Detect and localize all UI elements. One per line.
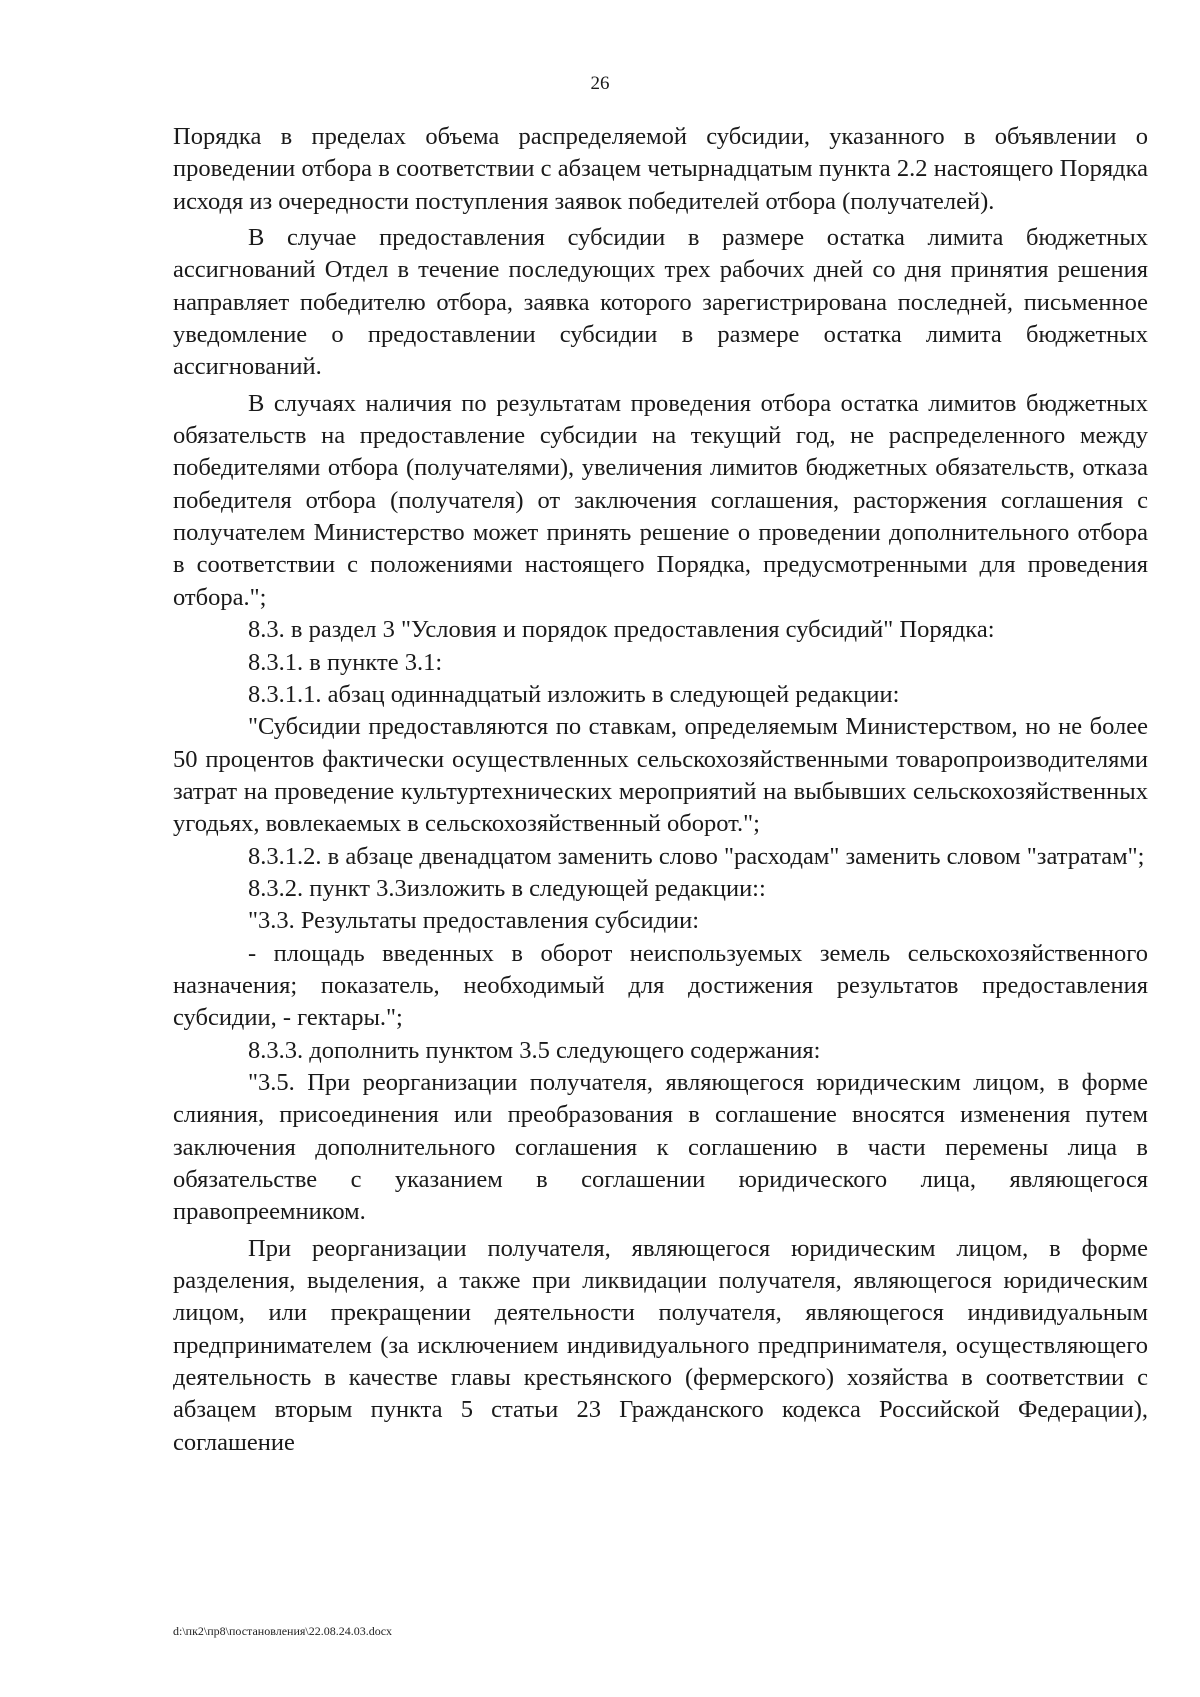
paragraph: 8.3.1.2. в абзаце двенадцатом заменить слово "расходам" заменить словом "затратам"; xyxy=(248,842,1145,870)
paragraph: В случае предоставления субсидии в размере остатка лимита бюджетных ассигнований Отдел в течение последующих трех рабочих дней со дня принятия решения направляет победителю отбора, заявка которого зарегистрирована последней, письменное уведомление о предоставлении субсидии в размере остатка лимита бюджетных ассигнований. xyxy=(173,224,1148,381)
paragraph: Порядка в пределах объема распределяемой субсидии, указанного в объявлении о проведении отбора в соответствии с абзацем четырнадцатым пункта 2.2 настоящего Порядка исходя из очередности поступления заявок победителей отбора (получателей). xyxy=(173,123,1148,215)
paragraph: 8.3.1.1. абзац одиннадцатый изложить в следующей редакции: xyxy=(248,680,900,708)
paragraph: "3.5. При реорганизации получателя, являющегося юридическим лицом, в форме слияния, присоединения или преобразования в соглашение вносятся изменения путем заключения дополнительного соглашения к соглашению в части перемены лица в обязательстве с указанием в соглашении юридического лица, являющегося правопреемником. xyxy=(173,1068,1148,1226)
paragraph: 8.3.3. дополнить пунктом 3.5 следующего содержания: xyxy=(248,1036,821,1064)
paragraph: "Субсидии предоставляются по ставкам, определяемым Министерством, но не более 50 процентов фактически осуществленных сельскохозяйственными товаропроизводителями затрат на проведение культуртехнических мероприятий на выбывших сельскохозяйственных угодьях, вовлекаемых в сельскохозяйственный оборот."; xyxy=(173,713,1148,838)
page-number: 26 xyxy=(590,73,610,94)
paragraph: 8.3.2. пункт 3.3изложить в следующей редакции:: xyxy=(248,874,766,902)
paragraph: - площадь введенных в оборот неиспользуемых земель сельскохозяйственного назначения; показатель, необходимый для достижения результатов предоставления субсидии, - гектары."; xyxy=(173,939,1148,1032)
document-body xyxy=(173,121,1148,1459)
paragraph: 8.3.1. в пункте 3.1: xyxy=(248,648,443,676)
footer-file-path: d:\пк2\пр8\постановления\22.08.24.03.docx xyxy=(173,1624,393,1638)
paragraph: При реорганизации получателя, являющегося юридическим лицом, в форме разделения, выделения, а также при ликвидации получателя, являющегося юридическим лицом, или прекращении деятельности получателя, являющегося индивидуальным предпринимателем (за исключением индивидуального предпринимателя, осуществляющего деятельность в качестве главы крестьянского (фермерского) хозяйства в соответствии с абзацем вторым пункта 5 статьи 23 Гражданского кодекса Российской Федерации), соглашение xyxy=(173,1234,1148,1456)
paragraph: 8.3. в раздел 3 "Условия и порядок предоставления субсидий" Порядка: xyxy=(248,616,995,644)
paragraph: В случаях наличия по результатам проведения отбора остатка лимитов бюджетных обязательств на предоставление субсидии на текущий год, не распределенного между победителями отбора (получателями), увеличения лимитов бюджетных обязательств, отказа победителя отбора (получателя) от заключения соглашения, расторжения соглашения с получателем Министерство может принять решение о проведении дополнительного отбора в соответствии с положениями настоящего Порядка, предусмотренными для проведения отбора."; xyxy=(173,389,1148,611)
paragraph: "3.3. Результаты предоставления субсидии: xyxy=(248,907,700,935)
